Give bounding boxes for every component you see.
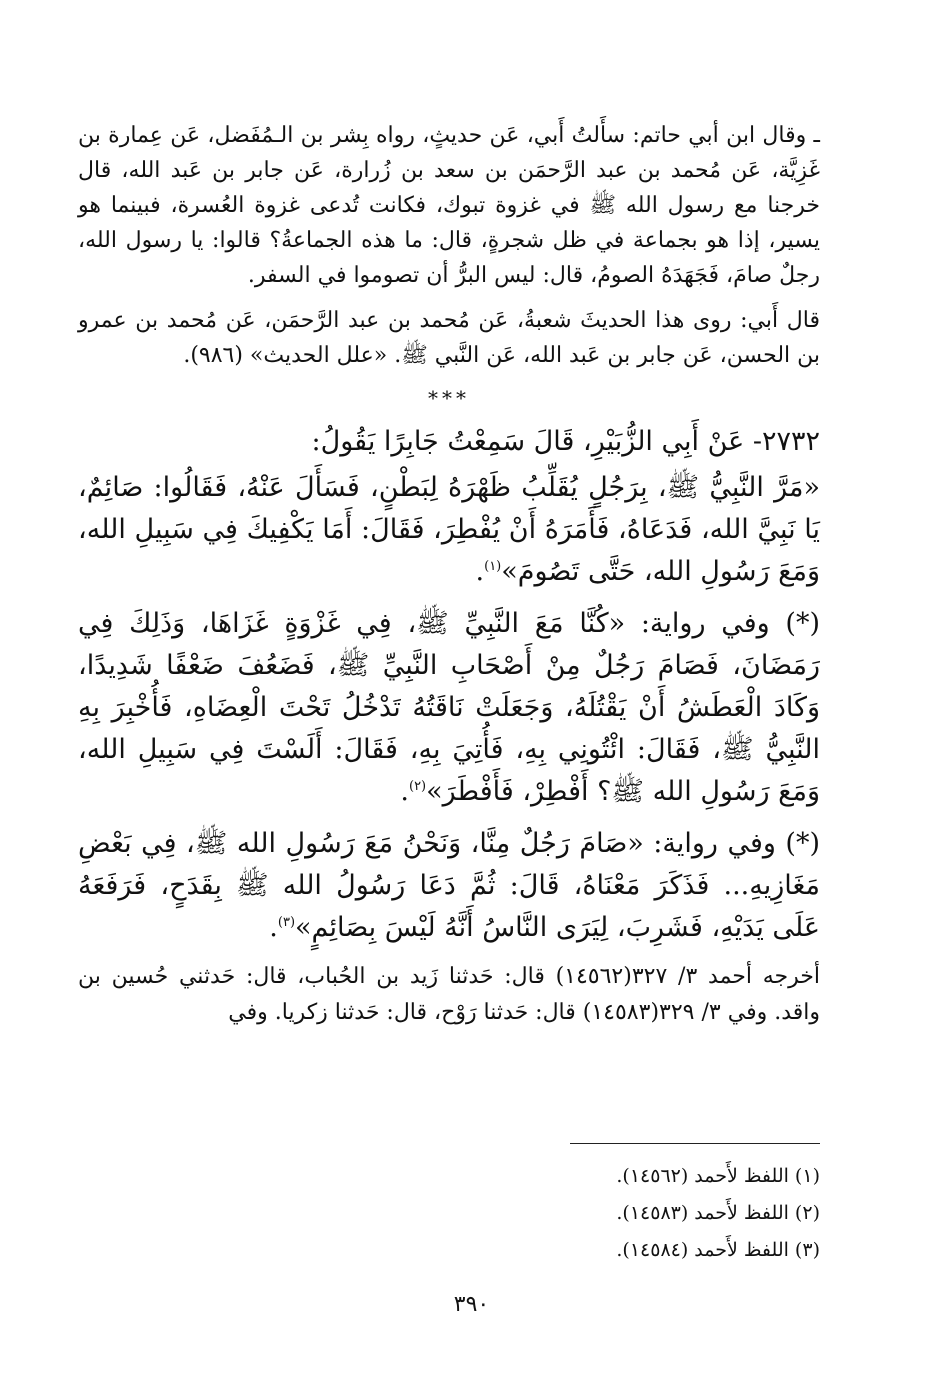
footnote-3: (٣) اللفظ لأَحمد (١٤٥٨٤).: [616, 1239, 820, 1261]
page-number: ٣٩٠: [453, 1292, 490, 1317]
takhrij-paragraph: أخرجه أحمد ٣/ ٣٢٧(١٤٥٦٢) قال: حَدثنا زَيد بن الحُباب، قال: حَدثني حُسين بن واقد. وفي ٣/ ٣٢٩(١٤٥٨٣) قال: حَدثنا رَوْح، قال: حَدثنا زكريا. وفي: [78, 964, 820, 1025]
hadith-variant-1-body: (*) وفي رواية: «كُنَّا مَعَ النَّبِيِّ ﷺ، فِي غَزْوَةٍ غَزَاهَا، وَذَلِكَ فِي رَمَضَانَ، فَصَامَ رَجُلٌ مِنْ أَصْحَابِ النَّبِيِّ ﷺ، فَضَعُفَ ضَعْفًا شَدِيدًا، وَكَادَ الْعَطَشُ أَنْ يَقْتُلَهُ، وَجَعَلَتْ نَاقَتُهُ تَدْخُلُ تَحْتَ الْعِضَاهِ، فَأُخْبِرَ بِهِ النَّبِيُّ ﷺ، فَقَالَ: ائْتُونِي بِهِ، فَأُتِيَ بِهِ، فَقَالَ: أَلَسْتَ فِي سَبِيلِ الله، وَمَعَ رَسُولِ الله ﷺ؟ أَفْطِرْ، فَأَفْطَرَ»: [78, 608, 820, 807]
hadith-text-main-body: «مَرَّ النَّبِيُّ ﷺ، بِرَجُلٍ يُقَلِّبُ ظَهْرَهُ لِبَطْنٍ، فَسَأَلَ عَنْهُ، فَقَالُوا: صَائِمٌ، يَا نَبِيَّ الله، فَدَعَاهُ، فَأَمَرَهُ أَنْ يُفْطِرَ، فَقَالَ: أَمَا يَكْفِيكَ فِي سَبِيلِ الله، وَمَعَ رَسُولِ الله، حَتَّى تَصُومَ»: [78, 472, 820, 587]
footnotes: [616, 1158, 820, 1269]
section-separator-stars: ***: [428, 386, 470, 410]
hadith-text-main-end: .: [475, 556, 485, 587]
hadith-heading: ٢٧٣٢- عَنْ أَبِي الزُّبَيْرِ، قَالَ سَمِعْتُ جَابِرًا يَقُولُ:: [311, 426, 820, 457]
hadith-text-main: [78, 467, 820, 593]
footnote-divider: [570, 1143, 820, 1144]
footnote-2: (٢) اللفظ لأَحمد (١٤٥٨٣).: [616, 1202, 820, 1224]
footnote-1: (١) اللفظ لأَحمد (١٤٥٦٢).: [616, 1165, 820, 1187]
hadith-variant-1: [78, 603, 820, 813]
footnote-ref-3: (٣): [277, 915, 296, 930]
hadith-variant-2-end: .: [269, 912, 278, 943]
hadith-variant-2-body: (*) وفي رواية: «صَامَ رَجُلٌ مِنَّا، وَنَحْنُ مَعَ رَسُولِ الله ﷺ، فِي بَعْضِ مَغَازِيهِ... فَذَكَرَ مَعْنَاهُ، قَالَ: ثُمَّ دَعَا رَسُولُ الله ﷺ بِقَدَحٍ، فَرَفَعَهُ عَلَى يَدَيْهِ، فَشَرِبَ، لِيَرَى النَّاسُ أَنَّهُ لَيْسَ بِصَائِمٍ»: [78, 828, 820, 943]
commentary-paragraph-abi: قال أَبي: روى هذا الحديثَ شعبةُ، عَن مُحمد بن عبد الرَّحمَن، عَن مُحمد بن عمرو بن الحسن، عَن جابر بن عَبد الله، عَن النَّبي ﷺ. «علل الحديث» (٩٨٦).: [78, 308, 820, 368]
footnote-ref-1: (١): [484, 559, 502, 574]
commentary-paragraph-ibn-abi-hatim: ـ وقال ابن أبي حاتم: سأَلتُ أَبي، عَن حديثٍ، رواه بِشر بن الـمُفَضل، عَن عِمارة بن غَزِيَّة، عَن مُحمد بن عبد الرَّحمَن بن سعد بن زُرارة، عَن جابر بن عَبد الله، قال خرجنا مع رسول الله ﷺ في غزوة تبوك، فكانت تُدعى غزوة العُسرة، فبينما هو يسير، إذا هو بجماعة في ظل شجرةٍ، قال: ما هذه الجماعةُ؟ قالوا: يا رسول الله، رجلٌ صامَ، فَجَهَدَهُ الصومُ، قال: ليس البرُّ أن تصوموا في السفر.: [78, 123, 820, 288]
footnote-ref-2: (٢): [408, 779, 427, 794]
hadith-variant-1-end: .: [400, 776, 409, 807]
hadith-variant-2: [78, 823, 820, 949]
page-body: [78, 118, 820, 1031]
